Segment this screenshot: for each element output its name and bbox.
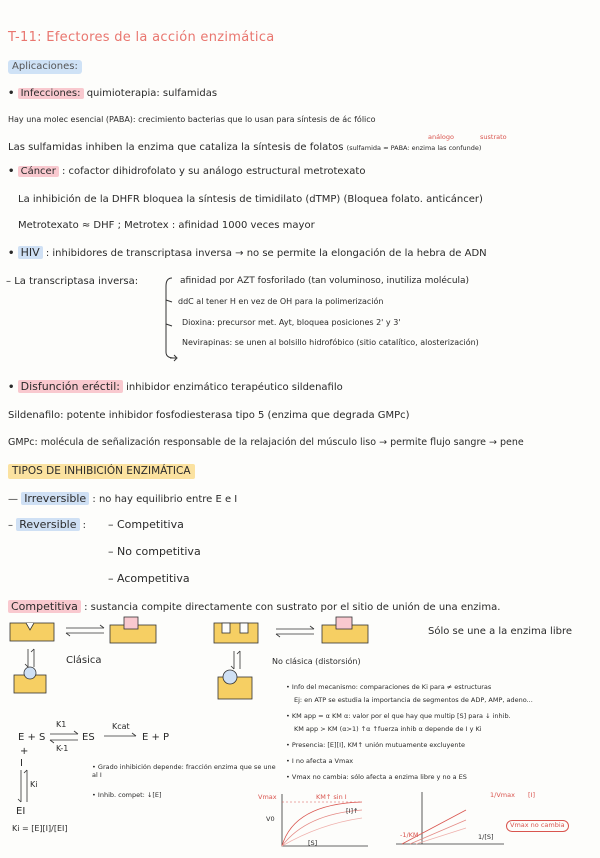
cancer-line: [8, 166, 365, 178]
aplicaciones-heading: Aplicaciones:: [8, 60, 82, 74]
no-clasica-label: No clásica (distorsión): [272, 657, 361, 666]
reversible-line: – Reversible :: [8, 518, 87, 531]
comp-bullet: KM app > KM (α>1) ↑α ↑fuerza inhib α depende de I y Ki: [294, 725, 482, 733]
sulfamidas-note: (sulfamida ≈ PABA: enzima las confunde): [346, 144, 482, 152]
comp-bullet: • I no afecta a Vmax: [286, 757, 354, 765]
eq-kcat: Kcat: [112, 722, 130, 731]
graph2-label: Vmax no cambia: [506, 820, 569, 832]
graph1-xlabel: [S]: [308, 839, 318, 847]
eq-es: E + S: [18, 732, 46, 743]
hiv-line: [8, 246, 487, 260]
eq-ki: Ki: [30, 780, 38, 789]
sulfamidas-text: Las sulfamidas inhiben la enzima que cataliza la síntesis de folatos: [8, 142, 344, 153]
paba-line: Hay una molec esencial (PABA): crecimiento bacterias que lo usan para síntesis de ác fólico: [8, 115, 376, 124]
irreversible-text: : no hay equilibrio entre E e I: [92, 494, 238, 505]
reversible-item: – Competitiva: [108, 518, 184, 531]
mini-paba-label: sustrato: [480, 133, 507, 141]
clasica-label: Clásica: [66, 655, 102, 666]
hiv-text: : inhibidores de transcriptasa inversa → no se permite la elongación de la hebra de ADN: [45, 248, 487, 259]
eq-ei: EI: [16, 806, 26, 817]
eq-esc: ES: [82, 732, 95, 743]
bullet-icon: •: [8, 88, 15, 99]
solo-note: Sólo se une a la enzima libre: [428, 626, 572, 637]
transcriptasa-item: Nevirapinas: se unen al bolsillo hidrofóbico (sitio catalítico, alosterización): [182, 338, 479, 347]
infecciones-text: quimioterapia: sulfamidas: [86, 88, 218, 99]
transcriptasa-item: Dioxina: precursor met. Ayt, bloquea posiciones 2' y 3': [182, 318, 401, 327]
transcriptasa-item: ddC al tener H en vez de OH para la polimerización: [178, 297, 384, 306]
comp-bullet: • KM app = α KM α: valor por el que hay que multip [S] para ↓ inhib.: [286, 712, 511, 720]
reversible-item: – No competitiva: [108, 545, 201, 558]
comp-bullet: • Presencia: [E][I], KM↑ unión mutuamente excluyente: [286, 741, 466, 749]
graph2-xlabel: 1/[S]: [478, 833, 494, 841]
infecciones-line: [8, 88, 217, 100]
cancer-text: : cofactor dihidrofolato y su análogo estructural metrotexato: [62, 166, 366, 177]
erectil-label: Disfunción eréctil:: [18, 380, 123, 393]
comp-bullet: Ej: en ATP se estudia la importancia de segmentos de ADP, AMP, adeno...: [294, 696, 533, 704]
cancer-label: Cáncer: [18, 166, 59, 177]
transcriptasa-item: afinidad por AZT fosforilado (tan voluminoso, inutiliza molécula): [180, 276, 470, 286]
infecciones-label: Infecciones:: [18, 88, 84, 99]
cancer-line2: Metrotexato ≈ DHF ; Metrotex : afinidad 1000 veces mayor: [18, 220, 315, 231]
graph2-label: 1/Vmax: [490, 791, 515, 799]
note-grado: • Grado inhibición depende: fracción enzima que se une al I: [92, 763, 276, 779]
bullet-icon: •: [8, 248, 15, 259]
comp-bullet: • Info del mecanismo: comparaciones de Ki para ≠ estructuras: [286, 683, 492, 691]
graph2-label: [I]: [528, 791, 535, 799]
eq-i: I: [20, 758, 23, 769]
eq-k1: K1: [56, 720, 67, 729]
competitiva-line: [8, 600, 500, 614]
irreversible-label: Irreversible: [21, 492, 89, 505]
note-inhib: • Inhib. compet: ↓[E]: [92, 791, 162, 799]
bullet-icon: •: [8, 166, 15, 177]
graph1-label: [I]↑: [346, 807, 359, 815]
graph2-label: -1/KM: [400, 831, 419, 839]
cancer-line1: La inhibición de la DHFR bloquea la síntesis de timidilato (dTMP) (Bloquea folato. anticáncer): [18, 194, 483, 205]
sildenafilo-line: Sildenafilo: potente inhibidor fosfodiesterasa tipo 5 (enzima que degrada GMPc): [8, 410, 410, 421]
erectil-line: [8, 380, 343, 394]
graph1-ylabel: V0: [266, 815, 275, 823]
tipos-heading: TIPOS DE INHIBICIÓN ENZIMÁTICA: [8, 464, 195, 479]
competitiva-text: : sustancia compite directamente con sustrato por el sitio de unión de una enzima.: [84, 602, 501, 613]
competitiva-label: Competitiva: [8, 600, 81, 613]
graph1-label: Vmax: [258, 793, 277, 801]
irreversible-line: — Irreversible : no hay equilibrio entre E e I: [8, 492, 238, 505]
gmpc-line: GMPc: molécula de señalización responsable de la relajación del músculo liso → permite flujo sangre → pene: [8, 437, 524, 448]
bullet-icon: •: [8, 382, 15, 393]
sulfamidas-line: [8, 142, 481, 154]
comp-bullet: • Vmax no cambia: sólo afecta a enzima libre y no a ES: [286, 773, 467, 781]
eq-km1: K-1: [56, 744, 69, 753]
mini-sulf-label: análogo: [428, 133, 454, 141]
page-title: T-11: Efectores de la acción enzimática: [8, 30, 275, 45]
eq-plus-i: +: [20, 746, 29, 757]
erectil-text: inhibidor enzimático terapéutico sildenafilo: [126, 382, 343, 393]
reversible-label: Reversible: [16, 518, 79, 531]
eq-ki-formula: Ki = [E][I]/[EI]: [12, 824, 68, 833]
transcriptasa-label: – La transcriptasa inversa:: [6, 276, 139, 287]
hiv-label: HIV: [18, 246, 43, 259]
graph1-label: KM↑ sin I: [316, 793, 347, 801]
eq-prod: E + P: [142, 732, 170, 743]
reversible-item: – Acompetitiva: [108, 572, 190, 585]
